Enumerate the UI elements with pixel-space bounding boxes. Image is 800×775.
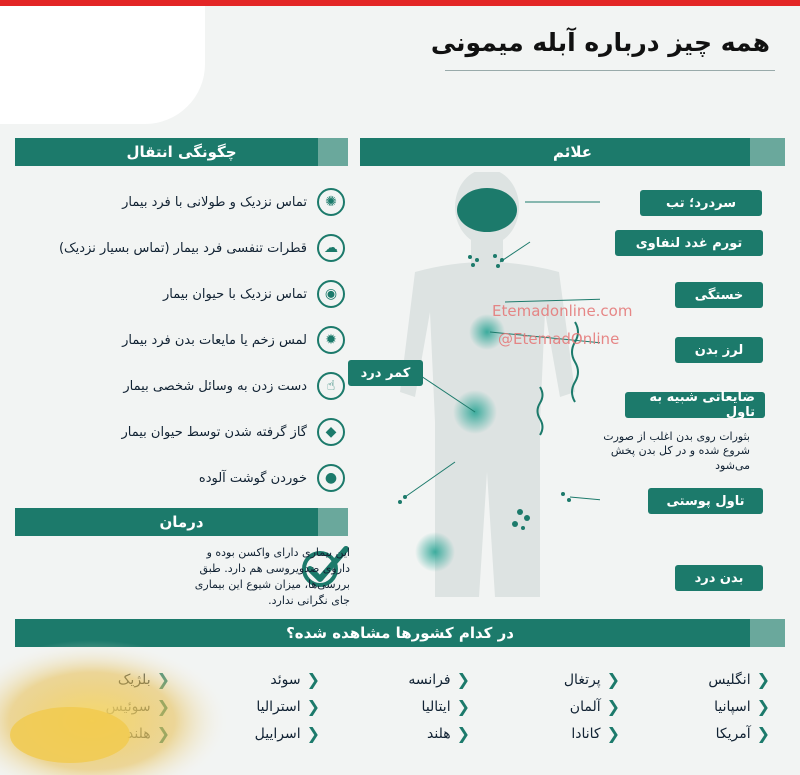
country-name: استرالیا [256, 698, 301, 715]
transmission-item-label: تماس نزدیک با حیوان بیمار [162, 286, 307, 302]
rodent-icon: ◉ [317, 280, 345, 308]
transmission-item [59, 234, 345, 262]
chevron-left-icon: ❮ [756, 670, 770, 689]
symptom-chills: لرز بدن [675, 337, 763, 363]
head-highlight [457, 188, 517, 232]
country-item [570, 697, 620, 716]
watermark-handle: @EtemadOnline [498, 330, 620, 348]
country-item [422, 697, 470, 716]
country-item [408, 670, 470, 689]
chevron-left-icon: ❮ [456, 670, 470, 689]
virus-icon: ✺ [317, 188, 345, 216]
country-name: انگلیس [708, 671, 751, 688]
symptom-note: بثورات روی بدن اغلب از صورت شروع شده و در کل بدن پخش می‌شود [603, 430, 750, 472]
germ-icon: ✹ [317, 326, 345, 354]
header-tab [318, 138, 348, 166]
chevron-left-icon: ❮ [756, 697, 770, 716]
transmission-item-label: لمس زخم یا مایعات بدن فرد بیمار [122, 332, 307, 348]
header-tab [750, 138, 785, 166]
treatment-header [15, 508, 348, 536]
country-name: هلند [427, 725, 451, 742]
sneeze-icon: ☁ [317, 234, 345, 262]
chevron-left-icon: ❮ [306, 697, 320, 716]
transmission-item-label: تماس نزدیک و طولانی با فرد بیمار [122, 194, 307, 210]
chevron-left-icon: ❮ [606, 697, 620, 716]
country-name: آمریکا [715, 725, 751, 742]
hand-icon: ☝ [317, 372, 345, 400]
logo-area [0, 6, 205, 124]
country-item [571, 724, 620, 743]
country-item [256, 697, 320, 716]
country-item [564, 670, 620, 689]
country-item [708, 670, 770, 689]
symptom-headache: سردرد؛ تب [640, 190, 762, 216]
country-name: پرتغال [563, 671, 601, 688]
transmission-item [163, 280, 345, 308]
symptom-lymph: تورم غدد لنفاوی [615, 230, 763, 256]
meat-icon: ● [317, 464, 345, 492]
country-name: کانادا [571, 725, 601, 742]
header-tab [318, 508, 348, 536]
countries-header-label: در کدام کشورها مشاهده شده؟ [286, 624, 514, 642]
symptom-fatigue: خستگی [675, 282, 763, 308]
title-divider [445, 70, 775, 71]
chevron-left-icon: ❮ [606, 724, 620, 743]
chevron-left-icon: ❮ [606, 670, 620, 689]
symptom-bodyache: بدن درد [675, 565, 763, 591]
chevron-left-icon: ❮ [456, 724, 470, 743]
country-name: فرانسه [408, 671, 451, 688]
country-item [427, 724, 470, 743]
transmission-item [199, 464, 345, 492]
country-item [716, 724, 770, 743]
symptoms-header [360, 138, 785, 166]
transmission-header-label: چگونگی انتقال [126, 143, 237, 161]
transmission-item [122, 326, 345, 354]
symptom-blisters: تاول پوستی [648, 488, 763, 514]
chevron-left-icon: ❮ [456, 697, 470, 716]
header-tab [750, 619, 785, 647]
transmission-item-label: گاز گرفته شدن توسط حیوان بیمار [121, 424, 307, 440]
chevron-left-icon: ❮ [756, 724, 770, 743]
country-item [714, 697, 770, 716]
watermark-site: Etemadonline.com [492, 302, 633, 320]
transmission-item [123, 372, 345, 400]
treatment-header-label: درمان [159, 513, 204, 531]
country-name: سوئد [270, 671, 301, 688]
transmission-item-label: دست زدن به وسائل شخصی بیمار [123, 378, 307, 394]
transmission-header [15, 138, 348, 166]
country-item [255, 724, 320, 743]
symptom-lesions: ضایعاتی شبیه به تاول [625, 392, 765, 418]
page-title: همه چیز درباره آبله میمونی [430, 28, 770, 57]
transmission-item-label: قطرات تنفسی فرد بیمار (تماس بسیار نزدیک) [58, 240, 307, 256]
country-name: آلمان [569, 698, 601, 715]
country-name: اسپانیا [714, 698, 751, 715]
transmission-item [122, 188, 345, 216]
symptoms-header-label: علائم [552, 143, 593, 161]
transmission-item-label: خوردن گوشت آلوده [198, 470, 307, 486]
treatment-text: این بیماری دارای واکسن بوده و داروی ضدویروسی هم دارد. طبق بررسی‌ها، میزان شیوع این بیماری جای نگرانی ندارد. [194, 546, 350, 607]
flower-decoration [0, 640, 230, 775]
country-item [270, 670, 320, 689]
transmission-item [121, 418, 345, 446]
country-name: اسراییل [254, 725, 301, 742]
chevron-left-icon: ❮ [306, 670, 320, 689]
chevron-left-icon: ❮ [306, 724, 320, 743]
symptom-backpain: کمر درد [348, 360, 423, 386]
bite-icon: ◆ [317, 418, 345, 446]
country-name: ایتالیا [421, 698, 451, 715]
